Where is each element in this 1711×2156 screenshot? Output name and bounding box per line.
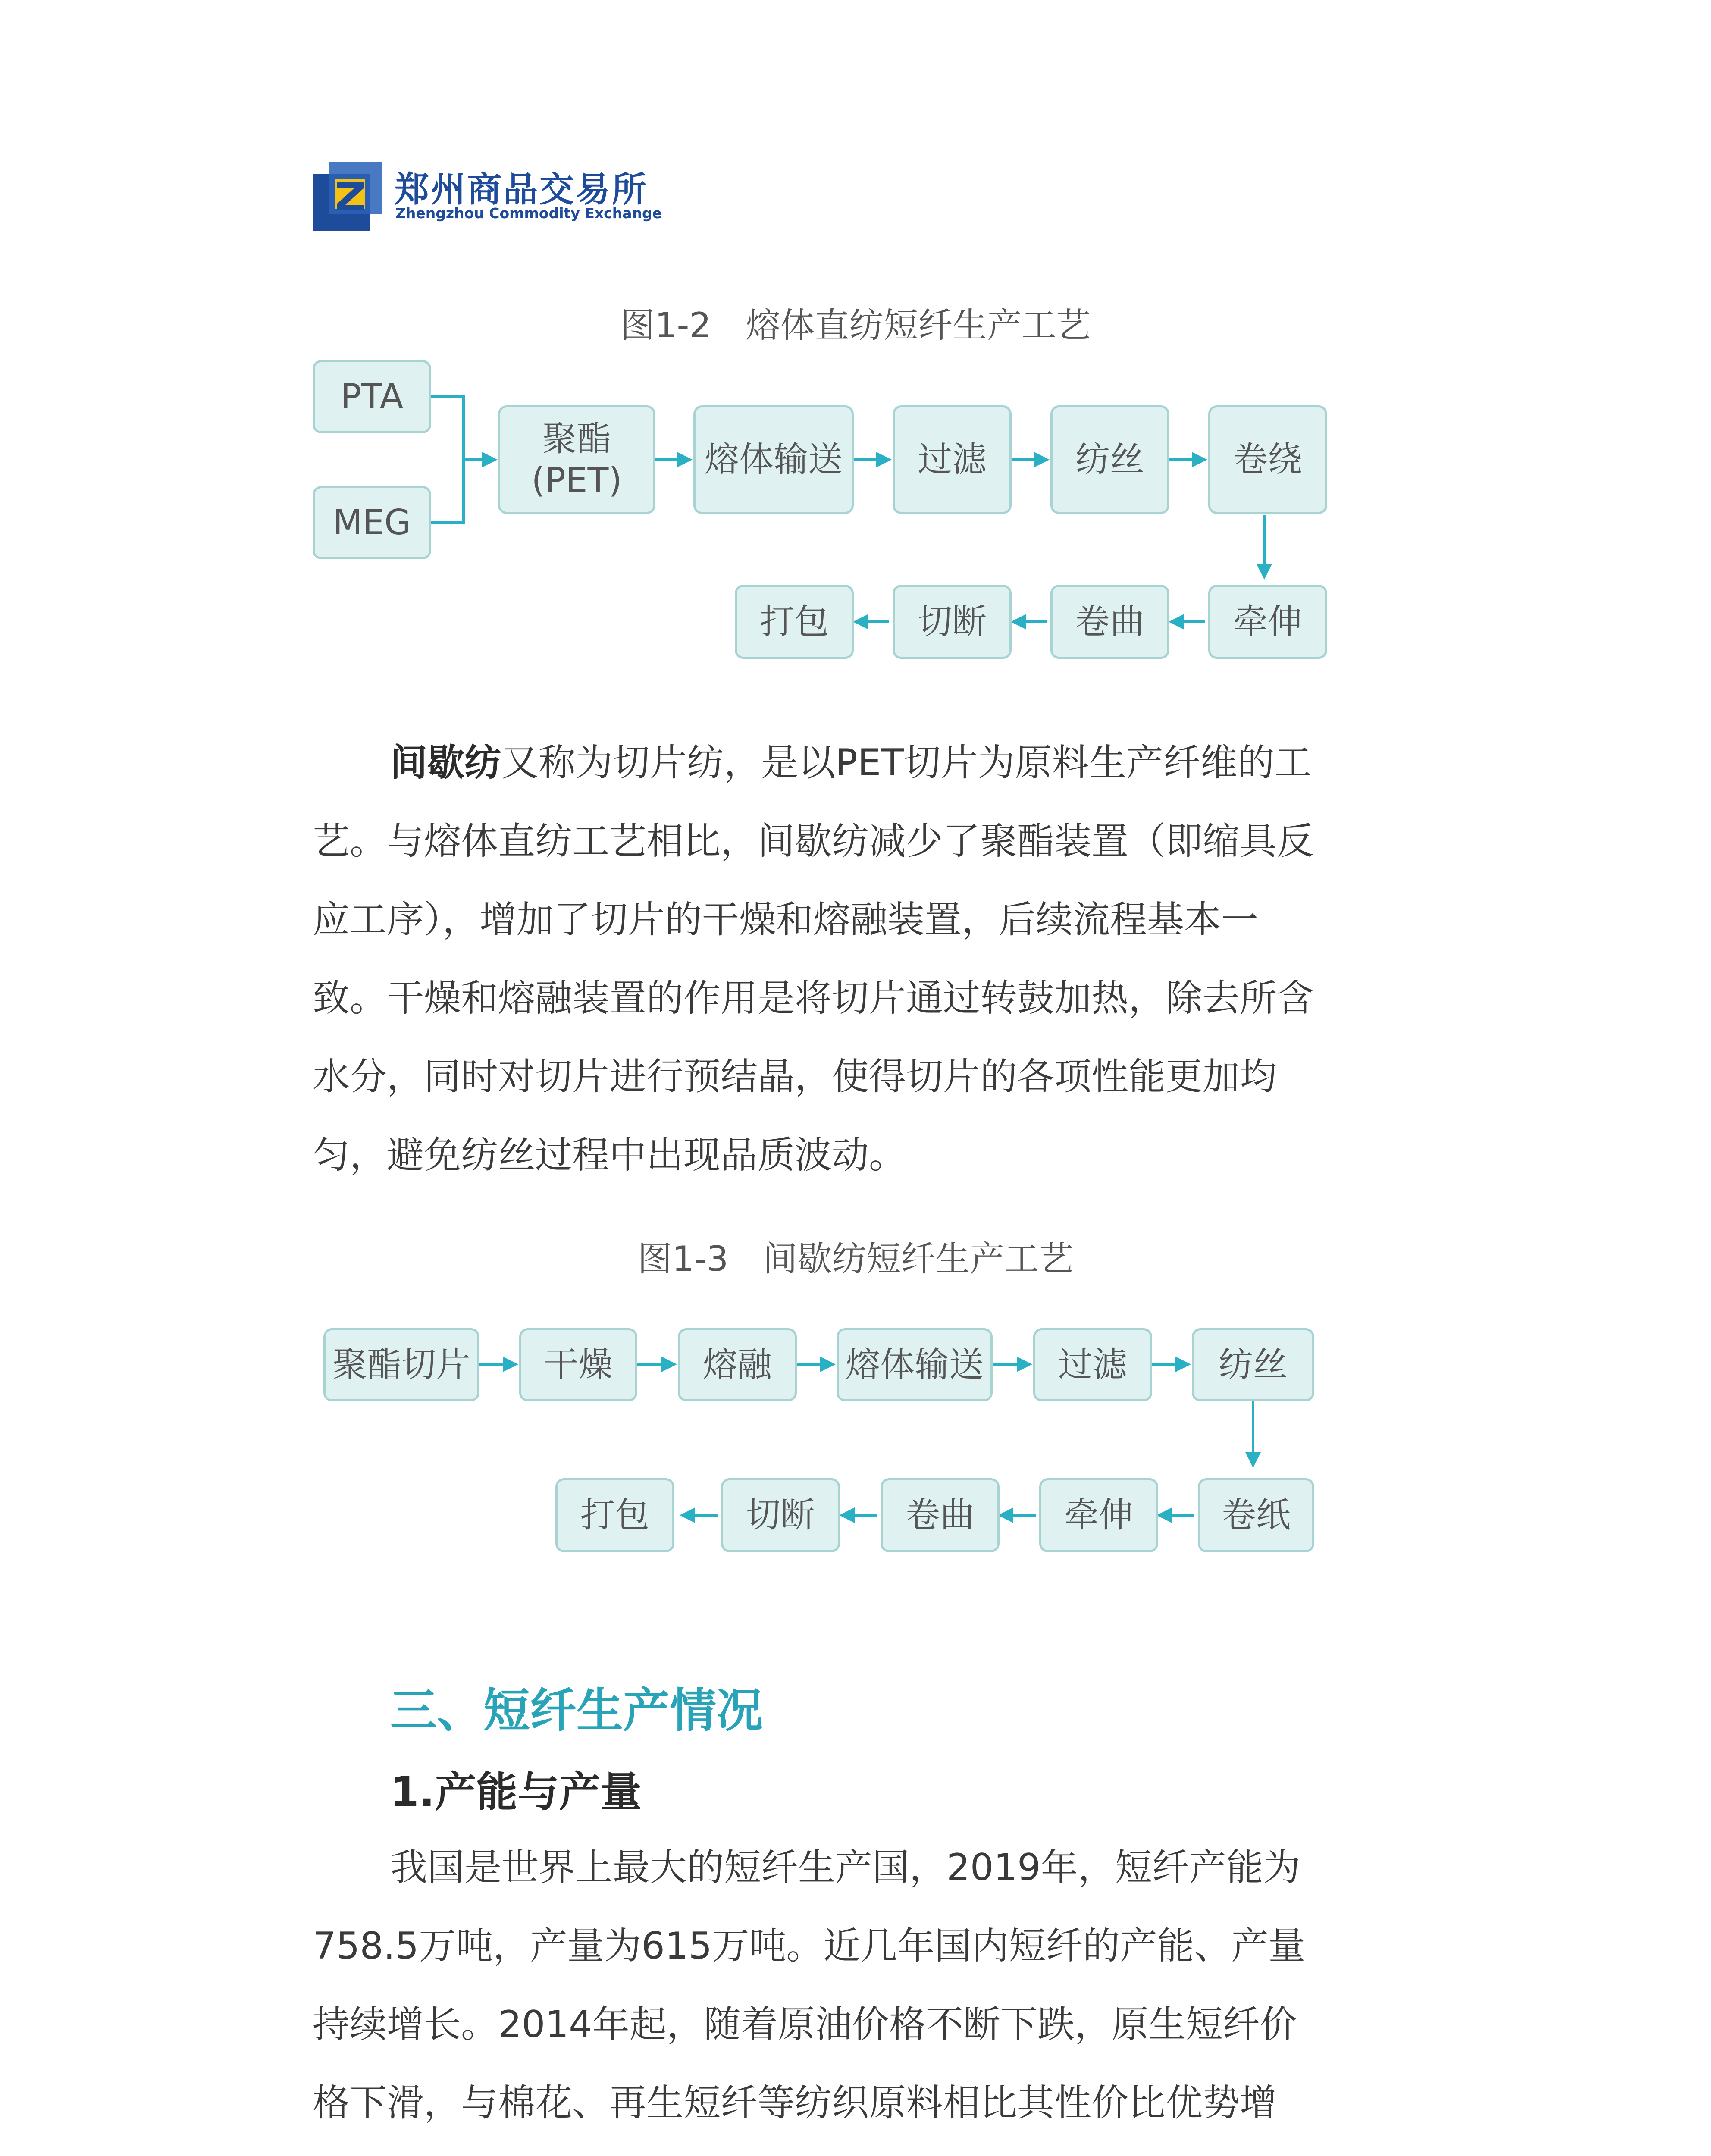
figure2-title: 图1-3 间歇纺短纤生产工艺 [637,1239,1074,1279]
paragraph1-text: 又称为切片纺，是以PET切片为原料生产纤维的工艺。与熔体直纺工艺相比，间歇纺减少了聚酯装置（即缩具反应工序），增加了切片的干燥和熔融装置，后续流程基本一致。干燥和熔融装置的作用是将切片通过转鼓加热，除去所含水分，同时对切片进行预结晶，使得切片的各项性能更加均匀，避免纺丝过程中出现品质波动。 [313,741,1314,1177]
flow1-input-meg: MEG [313,486,431,559]
bold-term: 间歇纺 [390,741,501,784]
paragraph-capacity-output: 我国是世界上最大的短纤生产国，2019年，短纤产能为758.5万吨，产量为615万吨。近几年国内短纤的产能、产量持续增长。2014年起，随着原油价格不断下跌，原生短纤价格下滑，与棉花、再生短纤等纺织原料相比其性价比优势增 [313,1846,1306,2125]
flow2-step-crimping: 卷曲 [881,1478,1000,1552]
flow1-step-melt-transfer: 熔体输送 [693,405,854,514]
logo-chinese-name: 郑州商品交易所 [395,169,648,210]
flow2-step-spinning: 纺丝 [1192,1328,1314,1401]
flow2-step-paper-winding: 卷纸 [1198,1478,1314,1552]
flow2-step-melting: 熔融 [678,1328,797,1401]
figure1-title: 图1-2 熔体直纺短纤生产工艺 [620,305,1091,345]
flow1-step-spinning: 纺丝 [1050,405,1169,514]
flow2-step-chips: 聚酯切片 [323,1328,479,1401]
flow1-step-winding: 卷绕 [1208,405,1327,514]
flow2-step-drying: 干燥 [519,1328,637,1401]
subsection-heading: 1.产能与产量 [390,1768,642,1816]
flow1-step-polyester: 聚酯 (PET) [498,405,655,514]
flow2-step-melt-transfer: 熔体输送 [837,1328,993,1401]
flow1-input-pta: PTA [313,360,431,433]
flow2-step-drawing: 牵伸 [1039,1478,1158,1552]
flow1-step-packing: 打包 [735,585,854,659]
section-heading: 三、短纤生产情况 [390,1684,763,1738]
logo-english-name: Zhengzhou Commodity Exchange [395,205,662,222]
flow2-step-packing: 打包 [555,1478,674,1552]
flow1-step-filter: 过滤 [893,405,1012,514]
flow2-step-cutting: 切断 [721,1478,840,1552]
flow1-step-crimping: 卷曲 [1050,585,1169,659]
flow1-step-drawing: 牵伸 [1208,585,1327,659]
flow1-step-cutting: 切断 [893,585,1012,659]
flow2-step-filter: 过滤 [1033,1328,1152,1401]
paragraph-intermittent-spinning [313,724,1330,1194]
